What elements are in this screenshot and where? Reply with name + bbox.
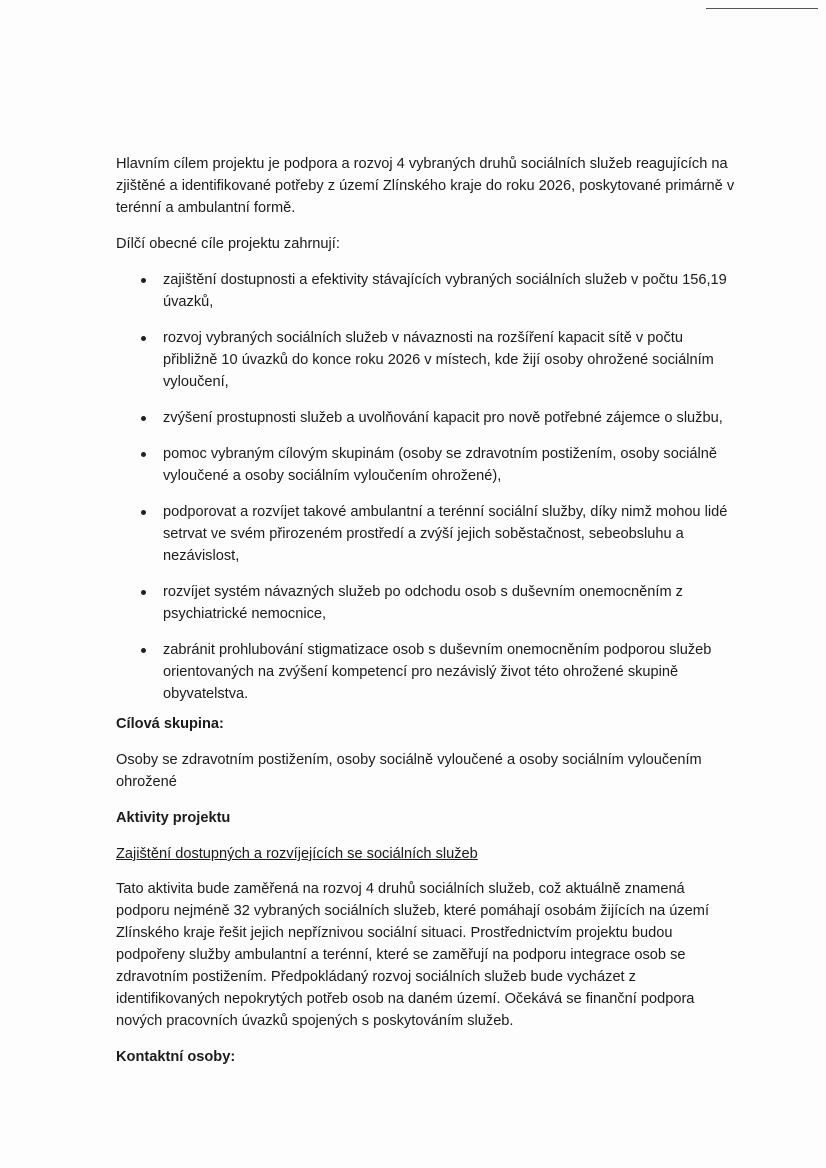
activities-heading: Aktivity projektu <box>116 810 231 826</box>
contacts-heading: Kontaktní osoby: <box>116 1049 236 1065</box>
list-item <box>116 501 741 567</box>
activities-subheading: Zajištění dostupných a rozvíjejících se sociálních služeb <box>116 846 478 862</box>
document-body <box>116 153 741 1082</box>
goal-text: zabránit prohlubování stigmatizace osob s duševním onemocněním podporou služeb orientovaných na zvýšení kompetencí pro nezávislý život této ohrožené skupině obyvatelstva. <box>163 642 712 702</box>
list-item <box>116 407 741 429</box>
goal-text: zvýšení prostupnosti služeb a uvolňování kapacit pro nově potřebné zájemce o službu, <box>163 410 723 426</box>
target-group-heading: Cílová skupina: <box>116 716 224 732</box>
bullet-icon <box>141 452 146 457</box>
goal-text: rozvíjet systém návazných služeb po odchodu osob s duševním onemocněním z psychiatrické nemocnice, <box>163 584 683 622</box>
list-item <box>116 443 741 487</box>
bullet-icon <box>141 336 146 341</box>
bullet-icon <box>141 590 146 595</box>
bullet-icon <box>141 648 146 653</box>
bullet-icon <box>141 510 146 515</box>
activities-text: Tato aktivita bude zaměřená na rozvoj 4 druhů sociálních služeb, což aktuálně znamená podporu nejméně 32 vybraných sociálních služeb, které pomáhají osobám žijících na území Zlínského kraje řešit jejich nepříznivou sociální situaci. Prostřednictvím projektu budou podpořeny služby ambulantní a terénní, které se zaměřují na podporu integrace osob se zdravotním postižením. Předpokládaný rozvoj sociálních služeb bude vycházet z identifikovaných nepokrytých potřeb osob na daném území. Očekává se finanční podpora nových pracovních úvazků spojených s poskytováním služeb. <box>116 881 709 1029</box>
intro-paragraph: Hlavním cílem projektu je podpora a rozvoj 4 vybraných druhů sociálních služeb reagujících na zjištěné a identifikované potřeby z území Zlínského kraje do roku 2026, poskytované primárně v terénní a ambulantní formě. <box>116 156 735 216</box>
goal-text: zajištění dostupnosti a efektivity stávajících vybraných sociálních služeb v počtu 156,19 úvazků, <box>163 272 727 310</box>
bullet-icon <box>141 416 146 421</box>
list-item <box>116 269 741 313</box>
goals-intro: Dílčí obecné cíle projektu zahrnují: <box>116 236 340 252</box>
scan-edge-line <box>706 8 818 9</box>
list-item <box>116 639 741 705</box>
list-item <box>116 581 741 625</box>
goals-list <box>116 269 741 705</box>
target-group-text: Osoby se zdravotním postižením, osoby sociálně vyloučené a osoby sociálním vyloučením ohrožené <box>116 752 702 790</box>
bullet-icon <box>141 278 146 283</box>
goal-text: pomoc vybraným cílovým skupinám (osoby se zdravotním postižením, osoby sociálně vyloučené a osoby sociálním vyloučením ohrožené), <box>163 446 717 484</box>
goal-text: podporovat a rozvíjet takové ambulantní a terénní sociální služby, díky nimž mohou lidé setrvat ve svém přirozeném prostředí a zvýší jejich soběstačnost, sebeobsluhu a nezávislost, <box>163 504 728 564</box>
goal-text: rozvoj vybraných sociálních služeb v návaznosti na rozšíření kapacit sítě v počtu přibližně 10 úvazků do konce roku 2026 v místech, kde žijí osoby ohrožené sociálním vyloučení, <box>163 330 714 390</box>
list-item <box>116 327 741 393</box>
